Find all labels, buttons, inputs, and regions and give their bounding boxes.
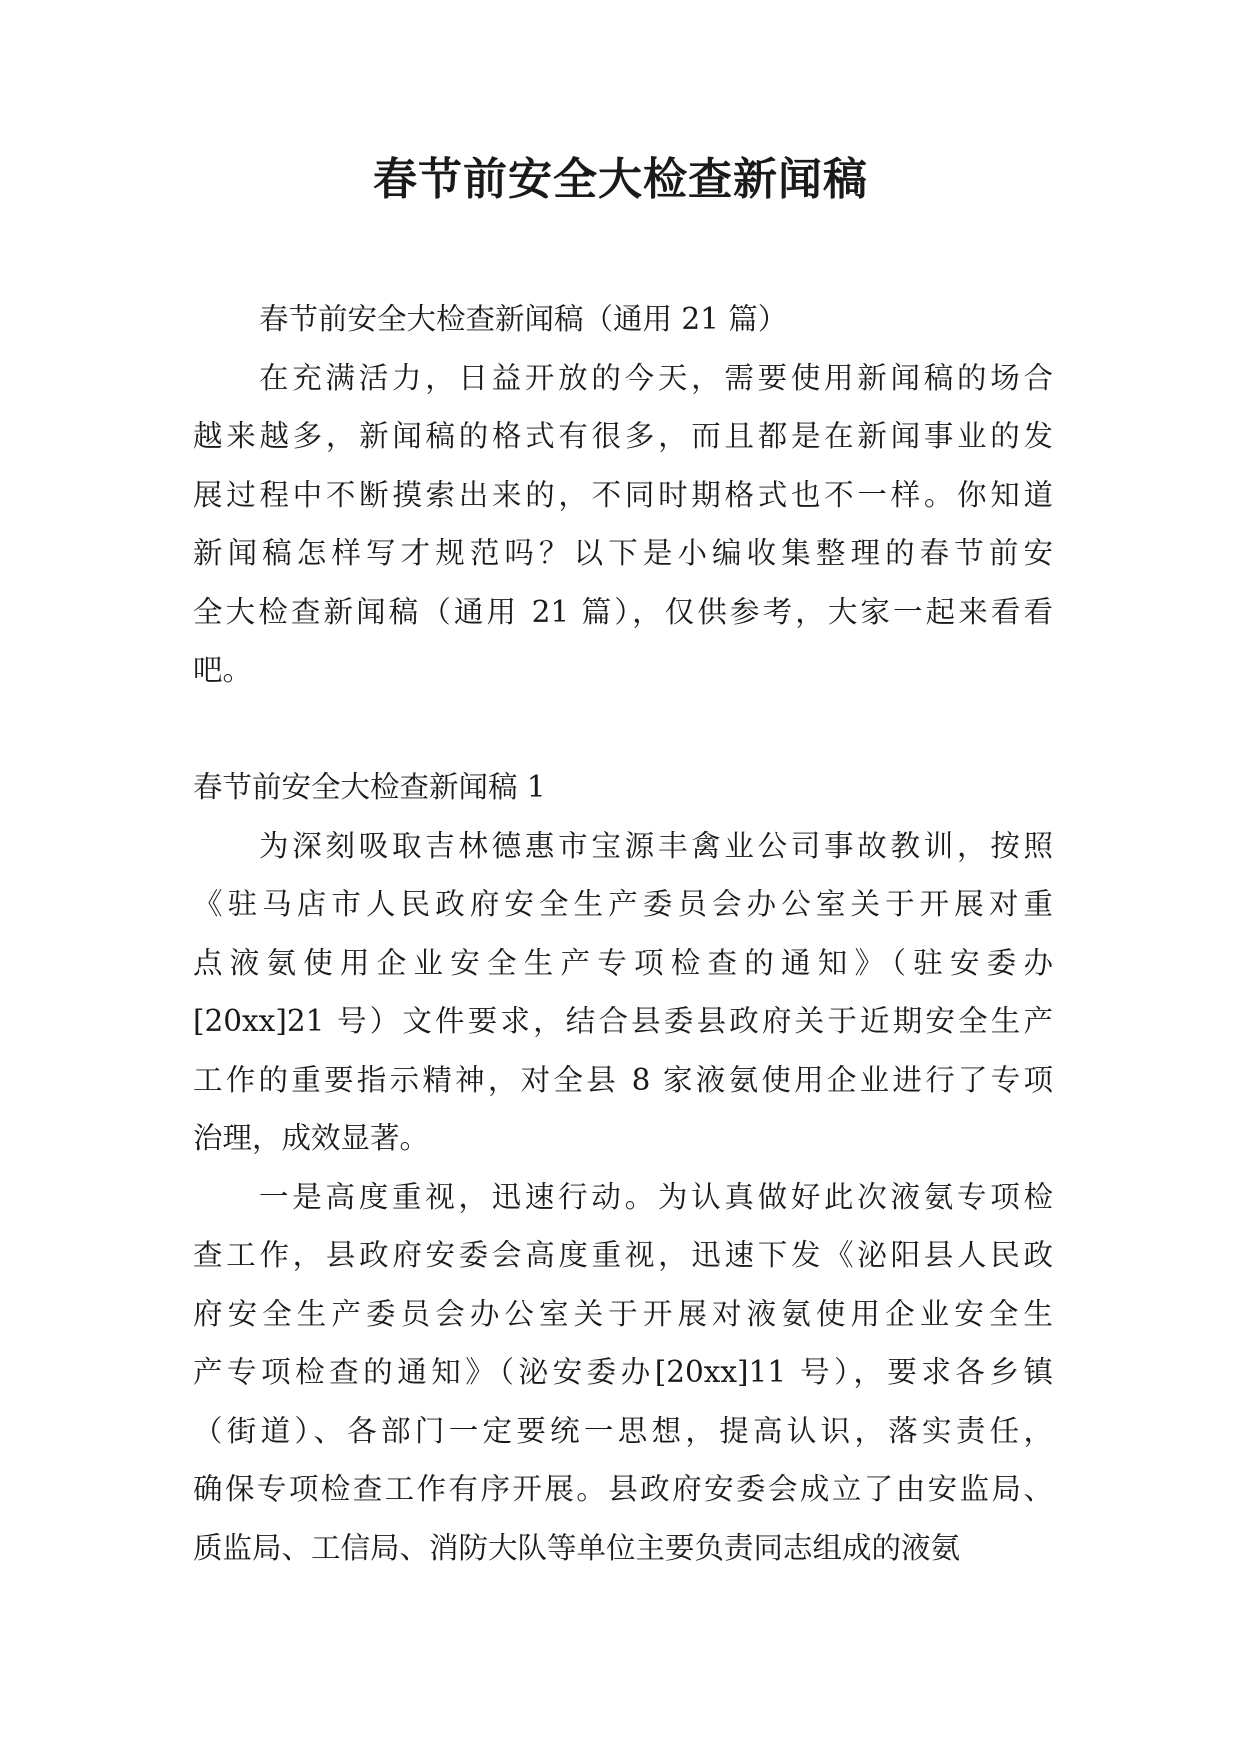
text-line: （街道）、各部门一定要统一思想，提高认识，落实责任， (193, 1413, 1053, 1448)
text-line: 越来越多，新闻稿的格式有很多，而且都是在新闻事业的发 (193, 419, 1053, 453)
text-line: 确保专项检查工作有序开展。县政府安委会成立了由安监局、 (193, 1472, 1053, 1506)
document-title: 春节前安全大检查新闻稿 (373, 154, 868, 205)
text-line: 新闻稿怎样写才规范吗？以下是小编收集整理的春节前安 (193, 536, 1053, 570)
text-line: 展过程中不断摸索出来的，不同时期格式也不一样。你知道 (193, 477, 1053, 512)
text-line: 质监局、工信局、消防大队等单位主要负责同志组成的液氨 (193, 1530, 961, 1565)
text-line: 一是高度重视，迅速行动。为认真做好此次液氨专项检 (259, 1179, 1053, 1214)
paragraph (193, 817, 1053, 1168)
paragraph (193, 349, 1053, 700)
text-line: 查工作，县政府安委会高度重视，迅速下发《泌阳县人民政 (193, 1238, 1053, 1272)
text-line: [20xx]21 号）文件要求，结合县委县政府关于近期安全生产 (193, 1004, 1053, 1038)
text-line: 春节前安全大检查新闻稿 1 (193, 770, 546, 804)
text-line: 产专项检查的通知》（泌安委办[20xx]11 号），要求各乡镇 (193, 1355, 1053, 1389)
section-heading (193, 758, 1053, 817)
paragraph-gap (193, 700, 1053, 759)
document-body (193, 290, 1053, 1577)
text-line: 点液氨使用企业安全生产专项检查的通知》（驻安委办 (193, 945, 1053, 980)
text-line: 《驻马店市人民政府安全生产委员会办公室关于开展对重 (193, 887, 1053, 921)
text-line: 府安全生产委员会办公室关于开展对液氨使用企业安全生 (193, 1296, 1053, 1331)
text-line: 为深刻吸取吉林德惠市宝源丰禽业公司事故教训，按照 (259, 828, 1053, 863)
text-line: 工作的重要指示精神，对全县 8 家液氨使用企业进行了专项 (193, 1062, 1053, 1097)
text-line: 治理，成效显著。 (193, 1121, 430, 1155)
text-line: 春节前安全大检查新闻稿（通用 21 篇） (259, 302, 788, 336)
text-line: 吧。 (193, 653, 253, 687)
text-line: 全大检查新闻稿（通用 21 篇），仅供参考，大家一起来看看 (193, 594, 1053, 629)
text-line: 在充满活力，日益开放的今天，需要使用新闻稿的场合 (259, 360, 1053, 395)
paragraph (193, 1168, 1053, 1578)
paragraph (193, 290, 1053, 349)
